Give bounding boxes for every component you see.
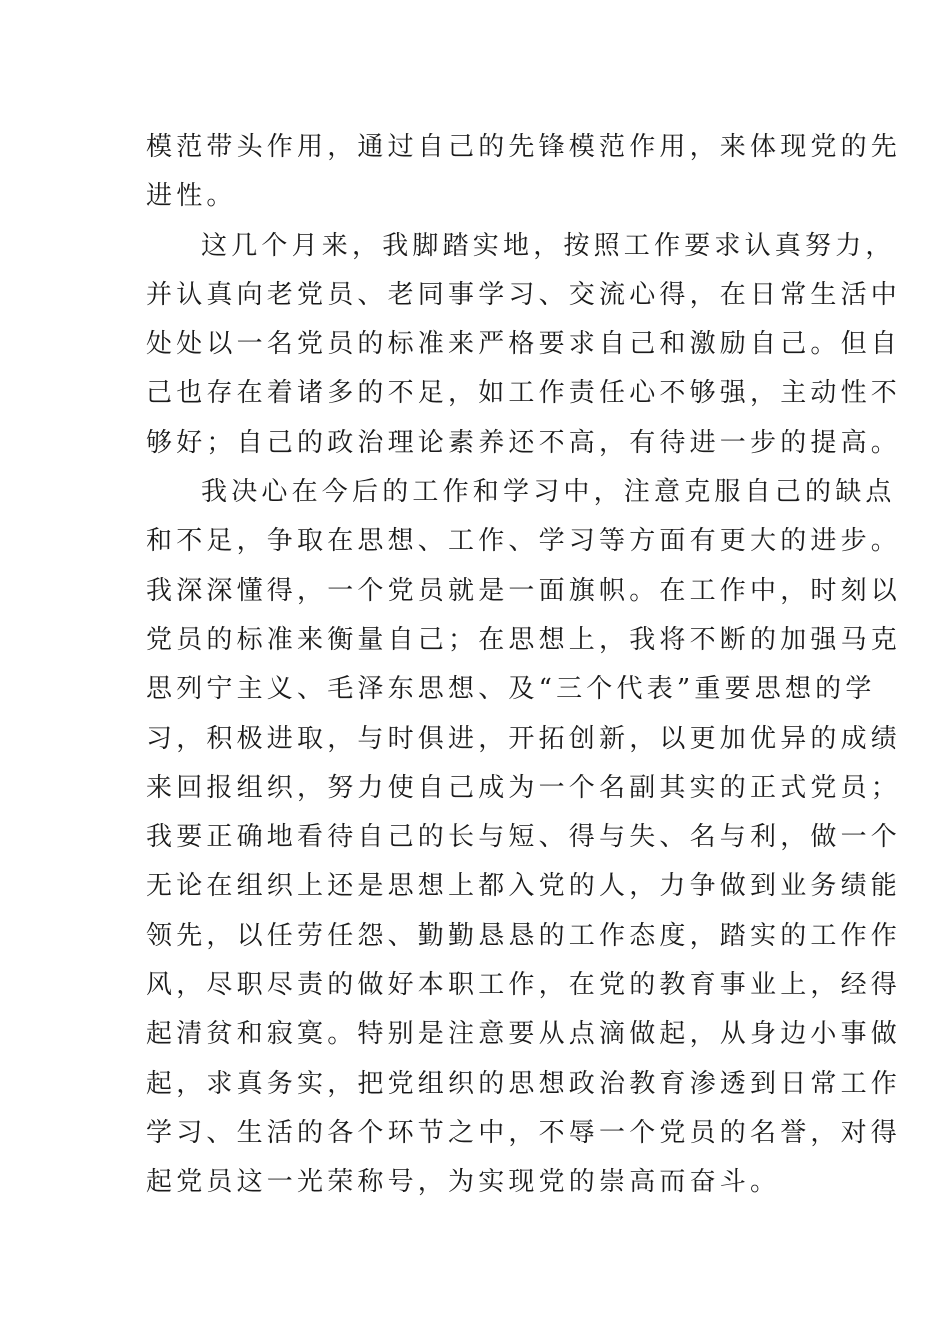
text-line: 起清贫和寂寞。特别是注意要从点滴做起，从身边小事做 [146,1019,902,1050]
text-line: 风，尽职尽责的做好本职工作，在党的教育事业上，经得 [146,970,902,1001]
text-line: 己也存在着诸多的不足，如工作责任心不够强，主动性不 [146,378,902,409]
text-line: 我要正确地看待自己的长与短、得与失、名与利，做一个 [146,822,902,853]
paragraph-start-line: 我决心在今后的工作和学习中，注意克服自己的缺点 [201,477,896,508]
text-line: 学习、生活的各个环节之中，不辱一个党员的名誉，对得 [146,1117,902,1148]
text-line: 和不足，争取在思想、工作、学习等方面有更大的进步。 [146,526,902,557]
text-line: 党员的标准来衡量自己；在思想上，我将不断的加强马克 [146,624,902,655]
text-line: 领先，以任劳任怨、勤勤恳恳的工作态度，踏实的工作作 [146,920,902,951]
text-line: 起党员这一光荣称号，为实现党的崇高而奋斗。 [146,1167,781,1198]
text-line: 进性。 [146,181,237,212]
text-line: 模范带头作用，通过自己的先锋模范作用，来体现党的先 [146,132,902,162]
text-line: 并认真向老党员、老同事学习、交流心得，在日常生活中 [146,279,902,310]
text-line: 处处以一名党员的标准来严格要求自己和激励自己。但自 [146,329,902,360]
text-line: 无论在组织上还是思想上都入党的人，力争做到业务绩能 [146,871,902,902]
text-line: 起，求真务实，把党组织的思想政治教育渗透到日常工作 [146,1068,902,1099]
paragraph-start-line: 这几个月来，我脚踏实地，按照工作要求认真努力， [201,230,896,261]
text-line: 我深深懂得，一个党员就是一面旗帜。在工作中，时刻以 [146,575,902,606]
text-line: 思列宁主义、毛泽东思想、及“三个代表”重要思想的学 [146,674,876,705]
text-line: 够好；自己的政治理论素养还不高，有待进一步的提高。 [146,427,902,458]
text-line: 来回报组织，努力使自己成为一个名副其实的正式党员； [146,772,902,803]
body-text [146,123,902,1208]
text-line: 习，积极进取，与时俱进，开拓创新，以更加优异的成绩 [146,723,902,754]
